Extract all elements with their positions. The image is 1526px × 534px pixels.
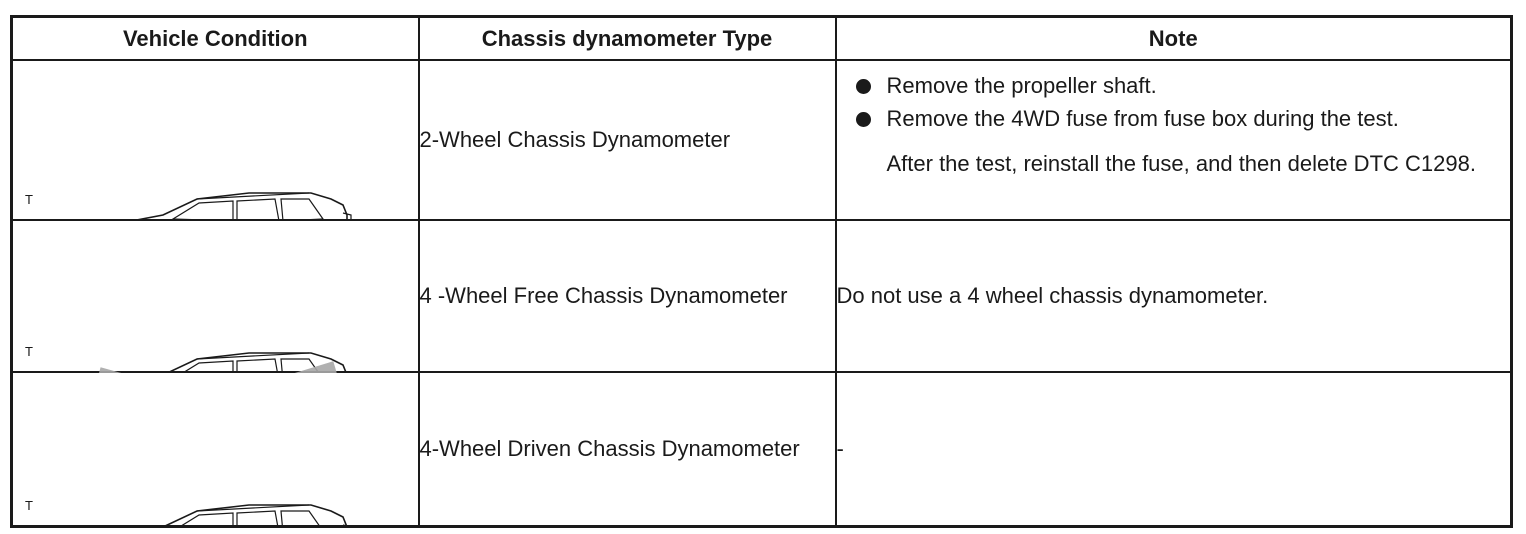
vehicle-figure-cell (12, 220, 419, 372)
note-cell (836, 60, 1512, 220)
note-cell: Do not use a 4 wheel chassis dynamometer. (836, 220, 1512, 372)
note-followup: After the test, reinstall the fuse, and then delete DTC C1298. (886, 151, 1476, 176)
table-row (12, 60, 1512, 220)
table-row (12, 372, 1512, 526)
header-row (12, 17, 1512, 61)
table-row (12, 220, 1512, 372)
figure-mark: T (25, 192, 33, 207)
figure-mark: T (25, 497, 33, 513)
note-bullet: Remove the 4WD fuse from fuse box during the test. (837, 102, 1511, 135)
header-dynamometer-type: Chassis dynamometer Type (419, 17, 836, 61)
dynamometer-type-cell: 4 -Wheel Free Chassis Dynamometer (419, 220, 836, 372)
header-vehicle-condition: Vehicle Condition (12, 17, 419, 61)
note-bullet: Remove the propeller shaft. (837, 69, 1511, 102)
vehicle-figure-cell (12, 372, 419, 526)
suv-on-2-wheel-dyno-icon (13, 61, 420, 221)
dynamometer-type-cell: 2-Wheel Chassis Dynamometer (419, 60, 836, 220)
figure-mark: T (25, 344, 33, 359)
dynamometer-table (10, 15, 1513, 528)
vehicle-figure-cell (12, 60, 419, 220)
header-note: Note (836, 17, 1512, 61)
dynamometer-type-cell: 4-Wheel Driven Chassis Dynamometer (419, 372, 836, 526)
suv-on-4-wheel-free-dyno-crossed-out-icon (13, 221, 420, 373)
note-bullet-list (837, 69, 1511, 135)
suv-on-4-wheel-driven-dyno-icon (13, 373, 420, 527)
note-cell: - (836, 372, 1512, 526)
